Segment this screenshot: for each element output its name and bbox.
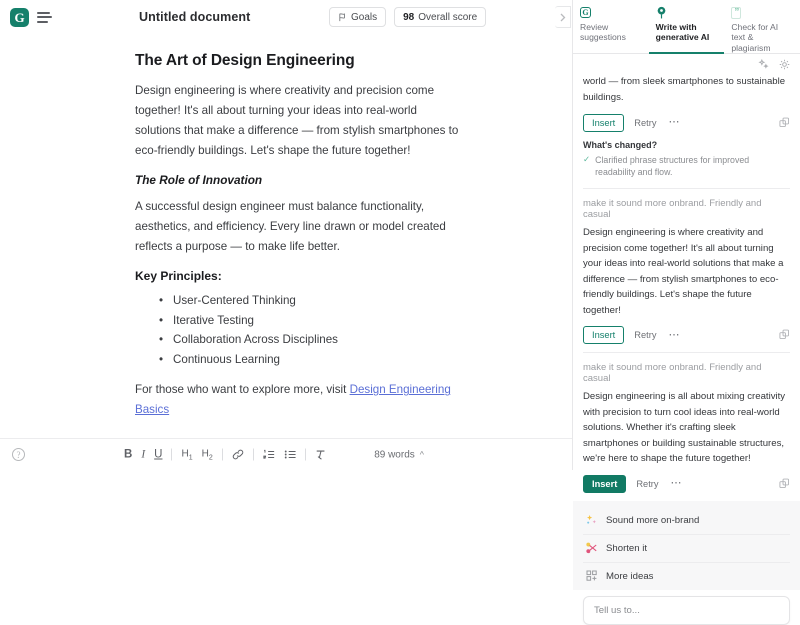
document-heading: The Art of Design Engineering — [135, 52, 355, 69]
suggestion-body: world — from sleek smartphones to sustainable buildings. — [583, 76, 786, 103]
whats-changed-text: Clarified phrase structures for improved readability and flow. — [595, 154, 750, 178]
insert-button[interactable]: Insert — [583, 114, 624, 132]
grammarly-logo-icon: G — [580, 6, 642, 19]
quick-action-shorten-it[interactable] — [583, 535, 790, 563]
key-principles-list — [135, 291, 464, 371]
closing-text: For those who want to explore more, visit — [135, 383, 350, 397]
list-item: • User-Centered Thinking — [135, 291, 464, 311]
sidebar-menu-icon[interactable] — [36, 12, 51, 23]
toolbar-divider — [171, 449, 172, 461]
retry-button[interactable]: Retry — [633, 327, 657, 343]
word-count[interactable] — [374, 449, 424, 460]
document-subheading: The Role of Innovation — [135, 172, 263, 187]
collapse-panel-button[interactable] — [555, 6, 571, 28]
quick-action-more-ideas[interactable] — [583, 563, 790, 590]
ask-ai-input[interactable]: Tell us to... — [583, 596, 790, 625]
document-closing-paragraph — [135, 380, 464, 420]
suggestion-card — [573, 74, 800, 188]
document-paragraph-2: A successful design engineer must balance functionality, aesthetics, and efficiency. Every line drawn or model created reflects a purpose — to make life better. — [135, 199, 446, 253]
tab-label-line1: Write with — [655, 22, 697, 32]
suggestion-actions — [583, 472, 790, 501]
document-intro-paragraph: Design engineering is where creativity and precision come together! It's all about turning your ideas into real-world solutions that make a difference — from stylish smartphones to eco-friendly buildings. Let's shape the future together! — [135, 84, 459, 157]
heading1-button[interactable]: $H_1$ — [181, 448, 193, 461]
bold-button[interactable]: B — [124, 448, 133, 461]
more-options-button[interactable]: ⋯ — [670, 477, 683, 490]
panel-header-actions — [573, 54, 800, 74]
suggestion-body: Design engineering is where creativity and precision come together! It's all about turning your ideas into real-world solutions that make a difference — from stylish smartphones to eco-friendly buildings. Let's shape the future together! — [583, 227, 784, 316]
grid-plus-icon — [585, 570, 598, 583]
help-icon[interactable]: ? — [12, 448, 25, 461]
sparkle-icon — [585, 514, 598, 527]
suggestion-card — [573, 353, 800, 501]
list-item: • Iterative Testing — [135, 311, 464, 331]
insert-button[interactable]: Insert — [583, 475, 626, 493]
more-options-button[interactable]: ⋯ — [668, 116, 680, 129]
whats-changed-title: What's changed? — [583, 139, 658, 150]
settings-sliders-icon[interactable] — [779, 59, 790, 70]
assistant-panel — [572, 0, 800, 616]
quick-action-sound-more-on-brand[interactable] — [583, 507, 790, 535]
tab-label-line2: generative AI — [655, 32, 710, 43]
bulleted-list-icon[interactable] — [284, 449, 296, 461]
tab-label-line1: Check for AI — [731, 22, 779, 32]
heading2-button[interactable]: $H_2$ — [201, 448, 213, 461]
copy-icon[interactable] — [779, 115, 790, 133]
toolbar-divider — [253, 449, 254, 461]
word-count-label: 89 words — [374, 449, 415, 460]
clear-formatting-icon[interactable] — [315, 449, 327, 461]
quick-action-label: More ideas — [606, 570, 654, 582]
tab-label-line2: suggestions — [580, 32, 626, 43]
bottom-toolbar — [0, 438, 572, 470]
goals-button[interactable] — [329, 7, 386, 27]
quick-action-label: Sound more on-brand — [606, 514, 700, 526]
overall-score-badge[interactable] — [394, 7, 486, 27]
chevron-right-icon — [560, 13, 566, 22]
score-label: Overall score — [418, 11, 478, 23]
suggestion-actions — [583, 111, 790, 140]
tab-label-line1: Review — [580, 22, 609, 32]
document-title[interactable]: Untitled document — [139, 10, 251, 24]
top-bar — [0, 0, 572, 34]
italic-button[interactable]: I — [141, 448, 146, 461]
chevron-up-icon: ^ — [419, 449, 424, 460]
brand-group — [10, 8, 51, 27]
toolbar-divider — [305, 449, 306, 461]
suggestion-body: Design engineering is all about mixing creativity with precision to turn cool ideas into real-world solutions. Whether it's crafting sleek smartphones or building sustainable structures, we're here to shape the future together! — [583, 391, 786, 465]
copy-icon[interactable] — [779, 327, 790, 345]
scissors-icon — [585, 542, 598, 555]
suggestion-prompt: make it sound more onbrand. Friendly and casual — [583, 362, 762, 385]
copy-icon[interactable] — [779, 476, 790, 494]
quick-action-label: Shorten it — [606, 542, 648, 554]
tab-review-suggestions[interactable] — [573, 0, 649, 53]
list-item: • Continuous Learning — [135, 350, 464, 370]
suggestion-prompt: make it sound more onbrand. Friendly and casual — [583, 198, 762, 221]
document-body[interactable] — [0, 34, 572, 420]
retry-button[interactable]: Retry — [635, 476, 659, 492]
document-external-link[interactable]: Design Engineering Basics — [135, 383, 451, 417]
tab-write-with-generative-ai[interactable] — [649, 0, 725, 53]
check-icon: ✓ — [583, 153, 591, 164]
tab-label-line2: text & plagiarism — [731, 32, 771, 53]
document-scroll-area[interactable] — [0, 34, 572, 438]
toolbar-divider — [222, 449, 223, 461]
suggestion-actions — [583, 323, 790, 352]
list-item: • Collaboration Across Disciplines — [135, 330, 464, 350]
goals-label: Goals — [351, 11, 378, 23]
quote-icon: ” — [731, 6, 793, 19]
underline-button[interactable]: U — [154, 448, 163, 461]
key-principles-heading: Key Principles: — [135, 268, 222, 283]
ordered-list-icon[interactable] — [263, 449, 275, 461]
top-bar-actions — [329, 7, 486, 27]
whats-changed-row — [583, 154, 790, 189]
retry-button[interactable]: Retry — [633, 115, 657, 131]
magic-sparkle-icon[interactable] — [758, 59, 769, 70]
grammarly-logo-icon[interactable]: G — [10, 8, 29, 27]
pin-icon — [656, 6, 718, 19]
tab-check-for-ai-plagiarism[interactable] — [724, 0, 800, 53]
insert-button[interactable]: Insert — [583, 326, 624, 344]
panel-tabs — [573, 0, 800, 54]
goal-flag-icon — [338, 13, 347, 22]
quick-actions-list — [573, 501, 800, 590]
suggestion-cards-list[interactable] — [573, 74, 800, 500]
more-options-button[interactable]: ⋯ — [668, 328, 680, 341]
formatting-toolbar — [124, 448, 327, 461]
suggestion-card — [573, 189, 800, 352]
link-icon[interactable] — [232, 449, 244, 461]
score-value: 98 — [403, 11, 415, 23]
